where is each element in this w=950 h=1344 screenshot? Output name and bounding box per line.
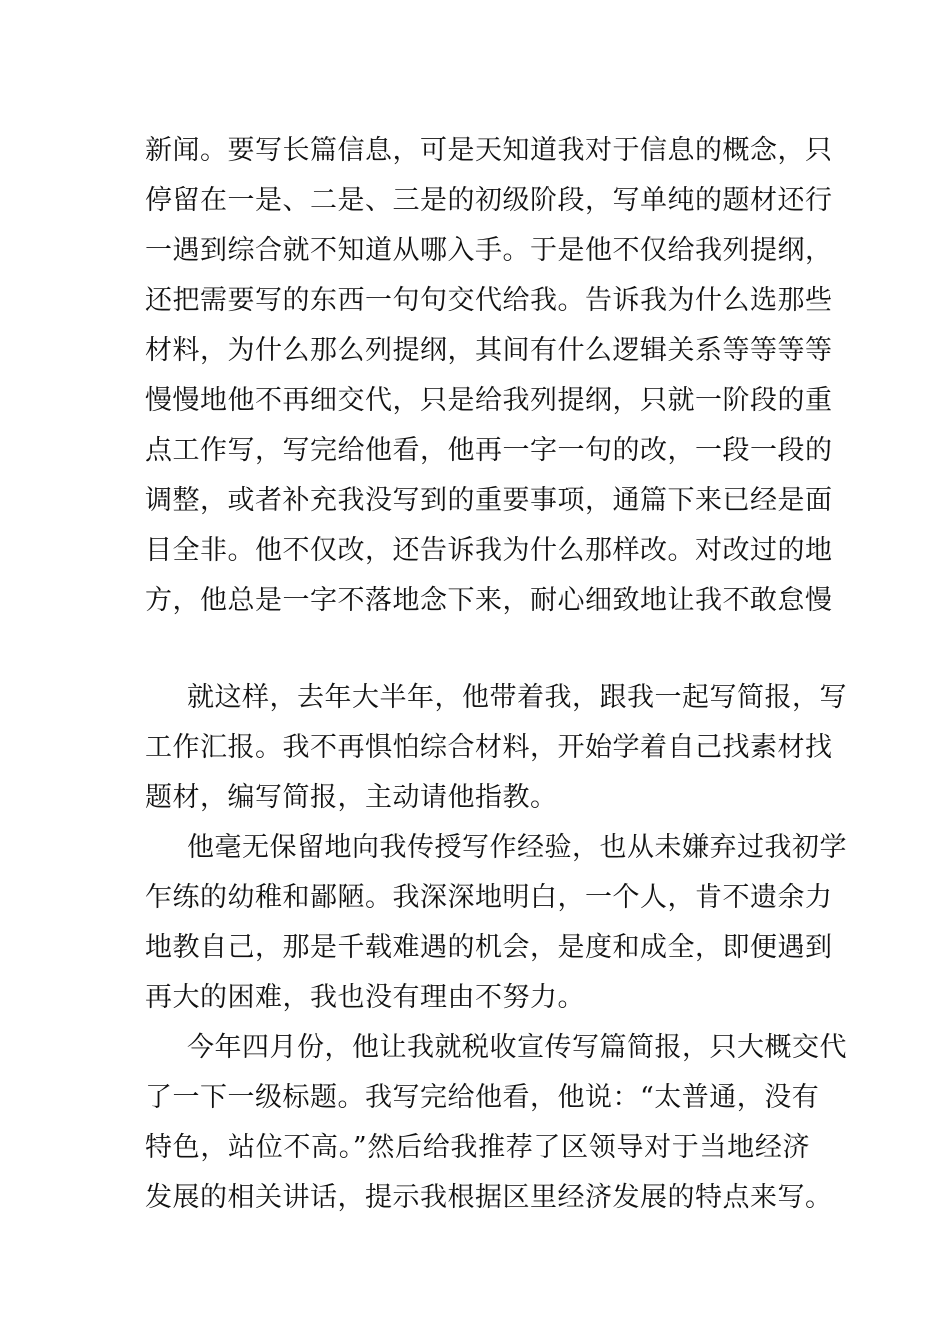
text-line: 方，他总是一字不落地念下来，耐心细致地让我不敢怠慢 xyxy=(145,585,833,616)
text-line: 材料，为什么那么列提纲，其间有什么逻辑关系等等等等 xyxy=(145,335,833,366)
text-line: 了一下一级标题。我写完给他看，他说：“太普通，没有 xyxy=(145,1082,820,1113)
text-line: 工作汇报。我不再惧怕综合材料，开始学着自己找素材找 xyxy=(145,732,833,763)
text-line: 再大的困难，我也没有理由不努力。 xyxy=(145,982,585,1013)
text-line: 题材，编写简报，主动请他指教。 xyxy=(145,782,558,813)
text-line: 就这样，去年大半年，他带着我，跟我一起写简报，写 xyxy=(187,682,847,713)
text-line: 还把需要写的东西一句句交代给我。告诉我为什么选那些 xyxy=(145,285,833,316)
text-line: 新闻。要写长篇信息，可是天知道我对于信息的概念，只 xyxy=(145,135,833,166)
text-line: 目全非。他不仅改，还告诉我为什么那样改。对改过的地 xyxy=(145,535,833,566)
text-line: 发展的相关讲话，提示我根据区里经济发展的特点来写。 xyxy=(145,1182,833,1213)
text-line: 地教自己，那是千载难遇的机会，是度和成全，即便遇到 xyxy=(145,932,833,963)
text-line: 一遇到综合就不知道从哪入手。于是他不仅给我列提纲， xyxy=(145,235,833,266)
text-line: 特色，站位不高。”然后给我推荐了区领导对于当地经济 xyxy=(145,1132,810,1163)
text-line: 调整，或者补充我没写到的重要事项，通篇下来已经是面 xyxy=(145,485,833,516)
text-line: 他毫无保留地向我传授写作经验，也从未嫌弃过我初学 xyxy=(187,832,847,863)
text-line: 慢慢地他不再细交代，只是给我列提纲，只就一阶段的重 xyxy=(145,385,833,416)
text-line: 点工作写，写完给他看，他再一字一句的改，一段一段的 xyxy=(145,435,833,466)
text-line: 乍练的幼稚和鄙陋。我深深地明白，一个人，肯不遗余力 xyxy=(145,882,833,913)
text-line: 停留在一是、二是、三是的初级阶段，写单纯的题材还行 xyxy=(145,185,833,216)
text-line: 今年四月份，他让我就税收宣传写篇简报，只大概交代 xyxy=(187,1032,847,1063)
